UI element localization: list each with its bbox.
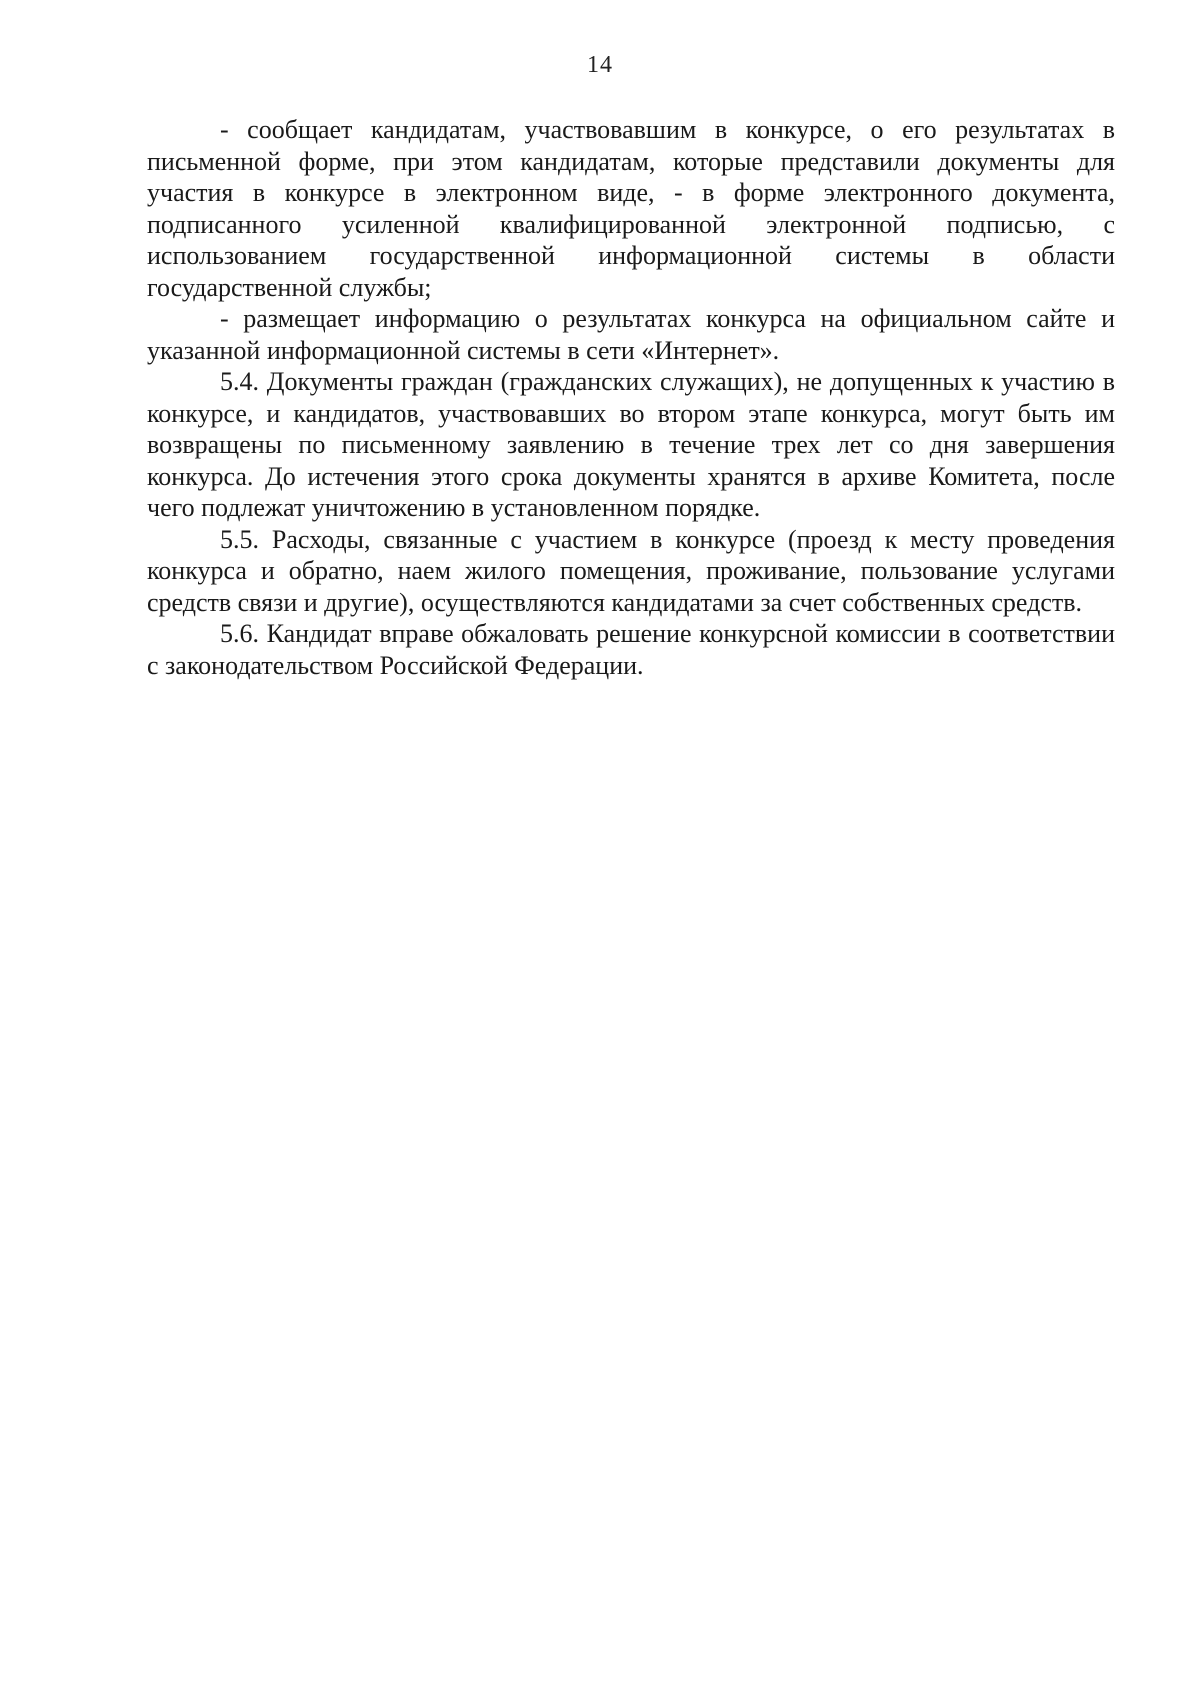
paragraph-section-5-6: 5.6. Кандидат вправе обжаловать решение конкурсной комиссии в соответствии с законодательством Российской Федерации. xyxy=(147,619,1115,680)
document-body xyxy=(147,114,1115,681)
paragraph-publish-results: - размещает информацию о результатах конкурса на официальном сайте и указанной информационной системы в сети «Интернет». xyxy=(147,304,1115,365)
page-number: 14 xyxy=(587,52,613,78)
paragraph-notify-candidates: - сообщает кандидатам, участвовавшим в конкурсе, о его результатах в письменной форме, при этом кандидатам, которые представили документы для участия в конкурсе в электронном виде, - в форме электронного документа, подписанного усиленной квалифицированной электронной подписью, с использованием государственной информационной системы в области государственной службы; xyxy=(147,115,1115,302)
paragraph-section-5-5: 5.5. Расходы, связанные с участием в конкурсе (проезд к месту проведения конкурса и обратно, наем жилого помещения, проживание, пользование услугами средств связи и другие), осуществляются кандидатами за счет собственных средств. xyxy=(147,524,1115,617)
paragraph-section-5-4: 5.4. Документы граждан (гражданских служащих), не допущенных к участию в конкурсе, и кандидатов, участвовавших во втором этапе конкурса, могут быть им возвращены по письменному заявлению в течение трех лет со дня завершения конкурса. До истечения этого срока документы хранятся в архиве Комитета, после чего подлежат уничтожению в установленном порядке. xyxy=(147,367,1115,522)
